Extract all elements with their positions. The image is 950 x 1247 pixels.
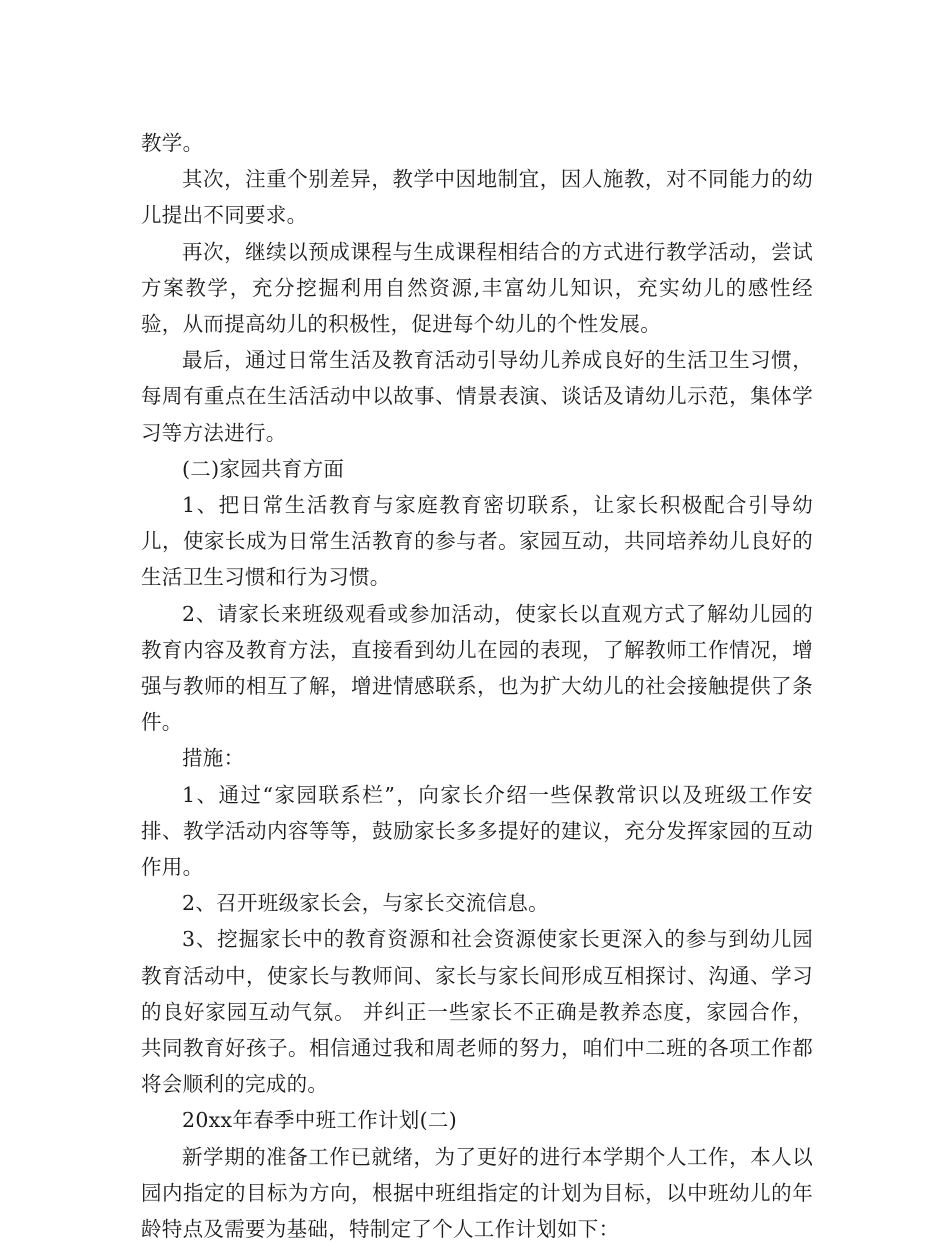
paragraph-11: 3、挖掘家长中的教育资源和社会资源使家长更深入的参与到幼儿园教育活动中，使家长与教师间、家长与家长间形成互相探讨、沟通、学习的良好家园互动气氛。 并纠正一些家长不正确是教养态度，家园合作，共同教育好孩子。相信通过我和周老师的努力，咱们中二班的各项工作都将会顺利的完成的。	[141, 927, 813, 1097]
paragraph-1: 教学。	[141, 131, 204, 155]
section-heading-home-school: (二)家园共育方面	[182, 456, 345, 481]
paragraph-10: 2、召开班级家长会，与家长交流信息。	[182, 891, 549, 916]
paragraph-3: 再次，继续以预成课程与生成课程相结合的方式进行教学活动，尝试方案教学，充分挖掘利用自然资源,丰富幼儿知识，充实幼儿的感性经验，从而提高幼儿的积极性，促进每个幼儿的个性发展。	[141, 239, 813, 337]
measures-heading: 措施：	[182, 746, 245, 771]
paragraph-2: 其次，注重个别差异，教学中因地制宜，因人施教，对不同能力的幼儿提出不同要求。	[141, 167, 813, 228]
paragraph-13: 新学期的准备工作已就绪，为了更好的进行本学期个人工作，本人以园内指定的目标为方向，根据中班组指定的计划为目标，以中班幼儿的年龄特点及需要为基础，特制定了个人工作计划如下：	[141, 1144, 813, 1242]
paragraph-6: 1、把日常生活教育与家庭教育密切联系，让家长积极配合引导幼儿，使家长成为日常生活教育的参与者。家园互动，共同培养幼儿良好的生活卫生习惯和行为习惯。	[141, 493, 813, 590]
paragraph-4: 最后，通过日常生活及教育活动引导幼儿养成良好的生活卫生习惯，每周有重点在生活活动中以故事、情景表演、谈话及请幼儿示范，集体学习等方法进行。	[141, 348, 813, 445]
document-body	[141, 125, 813, 1247]
paragraph-7: 2、请家长来班级观看或参加活动，使家长以直观方式了解幼儿园的教育内容及教育方法，直接看到幼儿在园的表现，了解教师工作情况，增强与教师的相互了解，增进情感联系，也为扩大幼儿的社会接触提供了条件。	[141, 601, 813, 735]
paragraph-9: 1、通过“家园联系栏”，向家长介绍一些保教常识以及班级工作安排、教学活动内容等等，鼓励家长多多提好的建议，充分发挥家园的互动作用。	[141, 782, 813, 880]
plan-title: 20xx年春季中班工作计划(二)	[182, 1108, 458, 1133]
